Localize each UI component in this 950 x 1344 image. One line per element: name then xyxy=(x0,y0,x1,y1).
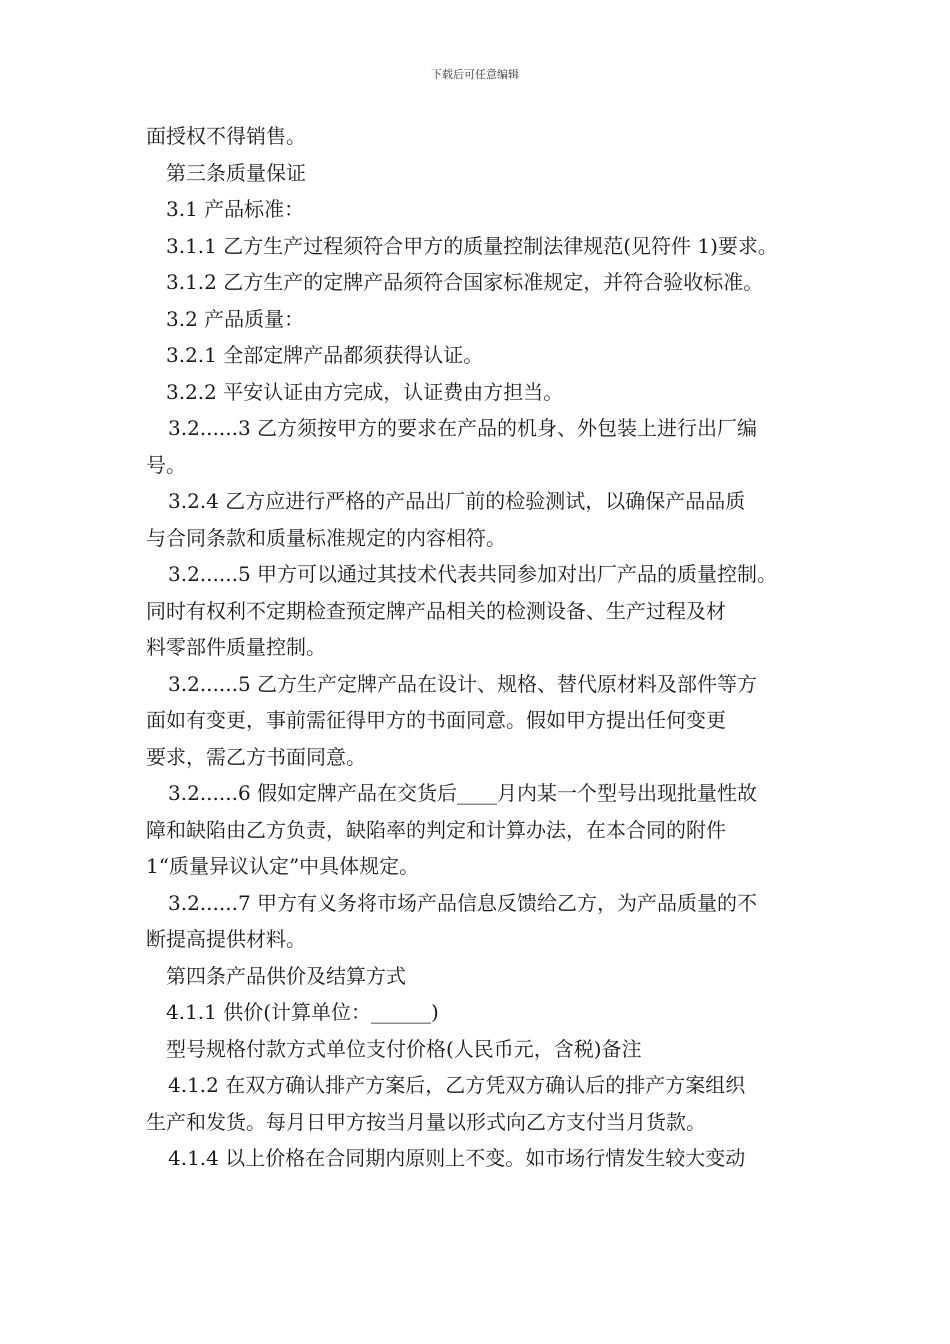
paragraph-line: 3.1 产品标准： xyxy=(166,197,305,221)
paragraph-line: 断提高提供材料。 xyxy=(146,927,306,951)
paragraph-line: 面如有变更，事前需征得甲方的书面同意。假如甲方提出任何变更 xyxy=(146,708,726,732)
paragraph-line: 3.1.2 乙方生产的定牌产品须符合国家标准规定，并符合验收标准。 xyxy=(166,270,764,294)
paragraph-line: 4.1.1 供价(计算单位：______) xyxy=(166,1000,439,1024)
paragraph-line: 3.2......5 甲方可以通过其技术代表共同参加对出厂产品的质量控制。 xyxy=(168,562,778,586)
paragraph-line: 3.2.2 平安认证由方完成，认证费由方担当。 xyxy=(166,379,564,404)
paragraph-line: 同时有权利不定期检查预定牌产品相关的检测设备、生产过程及材 xyxy=(146,598,726,623)
paragraph-line: 3.2......3 乙方须按甲方的要求在产品的机身、外包装上进行出厂编 xyxy=(168,416,758,440)
page-header: 下载后可任意编辑 xyxy=(431,68,519,81)
section-heading: 第四条产品供价及结算方式 xyxy=(166,963,406,988)
paragraph-line: 面授权不得销售。 xyxy=(146,124,306,148)
paragraph-line: 4.1.4 以上价格在合同期内原则上不变。如市场行情发生较大变动 xyxy=(168,1146,746,1170)
paragraph-line: 障和缺陷由乙方负责，缺陷率的判定和计算办法，在本合同的附件 xyxy=(146,817,726,842)
paragraph-line: 料零部件质量控制。 xyxy=(146,635,326,659)
paragraph-line: 要求，需乙方书面同意。 xyxy=(146,744,366,769)
paragraph-line: 3.2.1 全部定牌产品都须获得认证。 xyxy=(166,343,484,367)
document-body xyxy=(146,118,816,1177)
paragraph-line: 型号规格付款方式单位支付价格(人民币元，含税)备注 xyxy=(166,1036,642,1061)
paragraph-line: 4.1.2 在双方确认排产方案后，乙方凭双方确认后的排产方案组织 xyxy=(168,1073,746,1097)
paragraph-line: 1“质量异议认定”中具体规定。 xyxy=(146,854,420,878)
paragraph-line: 生产和发货。每月日甲方按当月量以形式向乙方支付当月货款。 xyxy=(146,1109,706,1134)
paragraph-line: 号。 xyxy=(146,452,186,477)
paragraph-line: 3.2.4 乙方应进行严格的产品出厂前的检验测试，以确保产品品质 xyxy=(168,489,746,513)
paragraph-line: 3.2 产品质量： xyxy=(166,306,305,331)
paragraph-line: 3.2......6 假如定牌产品在交货后____月内某一个型号出现批量性故 xyxy=(168,781,758,805)
paragraph-line: 3.1.1 乙方生产过程须符合甲方的质量控制法律规范(见符件 1)要求。 xyxy=(166,233,778,258)
paragraph-line: 3.2......5 乙方生产定牌产品在设计、规格、替代原材料及部件等方 xyxy=(168,671,758,696)
paragraph-line: 与合同条款和质量标准规定的内容相符。 xyxy=(146,525,506,550)
section-heading: 第三条质量保证 xyxy=(166,160,306,185)
paragraph-line: 3.2......7 甲方有义务将市场产品信息反馈给乙方，为产品质量的不 xyxy=(168,890,758,915)
